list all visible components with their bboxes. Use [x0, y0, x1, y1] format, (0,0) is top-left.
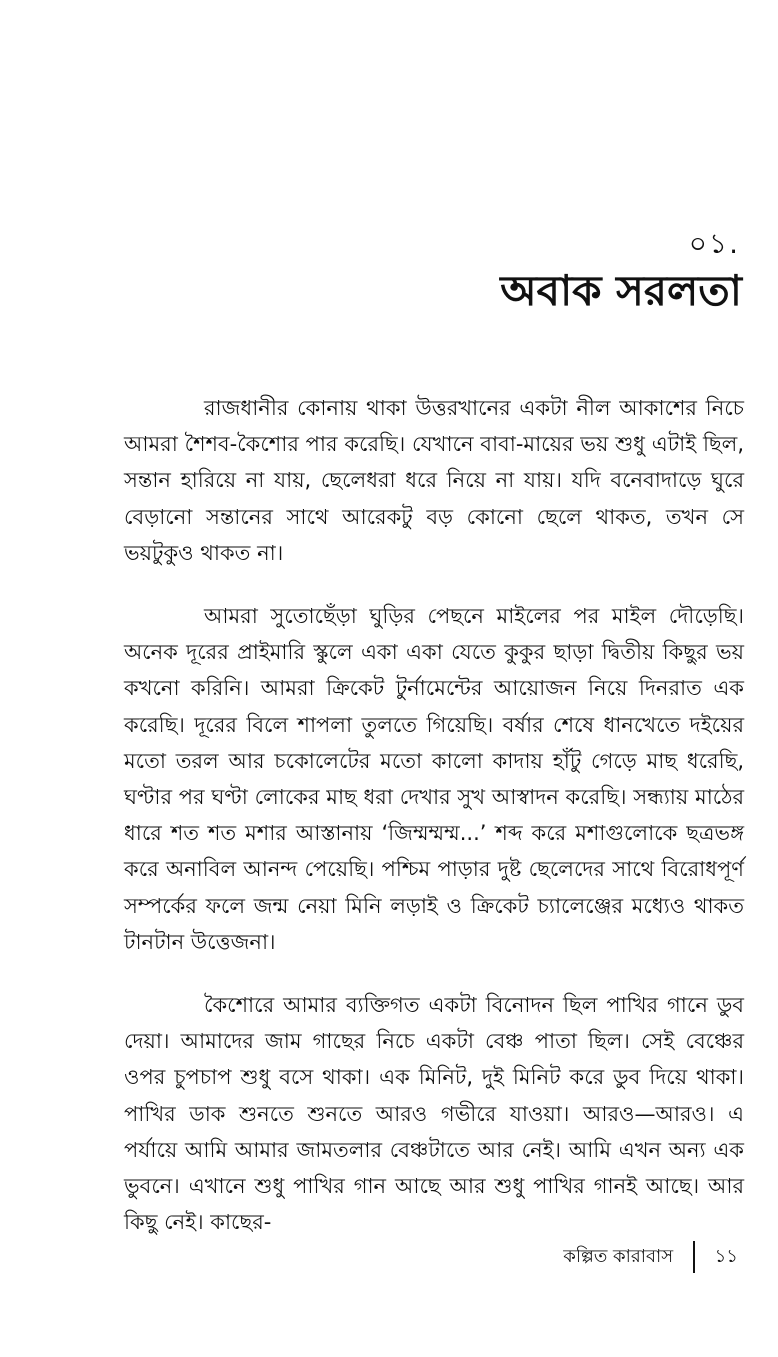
- page-footer: [563, 1240, 738, 1274]
- body-text: [124, 390, 744, 1267]
- footer-book-title: কল্পিত কারাবাস: [563, 1245, 674, 1267]
- paragraph-3: কৈশোরে আমার ব্যক্তিগত একটা বিনোদন ছিল পাখির গানে ডুব দেয়া। আমাদের জাম গাছের নিচে একটা বেঞ্চ পাতা ছিল। সেই বেঞ্চের ওপর চুপচাপ শুধু বসে থাকা। এক মিনিট, দুই মিনিট করে ডুব দিয়ে থাকা। পাখির ডাক শুনতে শুনতে আরও গভীরে যাওয়া। আরও—আরও। এ পর্যায়ে আমি আমার জামতলার বেঞ্চটাতে আর নেই। আমি এখন অন্য এক ভুবনে। এখানে শুধু পাখির গান আছে আর শুধু পাখির গানই আছে। আর কিছু নেই। কাছের-: [124, 993, 744, 1235]
- paragraph-1: রাজধানীর কোনায় থাকা উত্তরখানের একটা নীল আকাশের নিচে আমরা শৈশব-কৈশোর পার করেছি। যেখানে বাবা-মায়ের ভয় শুধু এটাই ছিল, সন্তান হারিয়ে না যায়, ছেলেধরা ধরে নিয়ে না যায়। যদি বনেবাদাড়ে ঘুরে বেড়ানো সন্তানের সাথে আরেকটু বড় কোনো ছেলে থাকত, তখন সে ভয়টুকুও থাকত না।: [124, 396, 744, 565]
- chapter-title: অবাক সরলতা: [500, 266, 742, 315]
- paragraph-2: আমরা সুতোছেঁড়া ঘুড়ির পেছনে মাইলের পর মাইল দৌড়েছি। অনেক দূরের প্রাইমারি স্কুলে একা একা যেতে কুকুর ছাড়া দ্বিতীয় কিছুর ভয় কখনো করিনি। আমরা ক্রিকেট টুর্নামেন্টের আয়োজন নিয়ে দিনরাত এক করেছি। দূরের বিলে শাপলা তুলতে গিয়েছি। বর্ষার শেষে ধানখেতে দইয়ের মতো তরল আর চকোলেটের মতো কালো কাদায় হাঁটু গেড়ে মাছ ধরেছি, ঘণ্টার পর ঘণ্টা লোকের মাছ ধরা দেখার সুখ আস্বাদন করেছি। সন্ধ্যায় মাঠের ধারে শত শত মশার আস্তানায় ‘জিম্মম্মম্ম...’ শব্দ করে মশাগুলোকে ছত্রভঙ্গ করে অনাবিল আনন্দ পেয়েছি। পশ্চিম পাড়ার দুষ্ট ছেলেদের সাথে বিরোধপূর্ণ সম্পর্কের ফলে জন্ম নেয়া মিনি লড়াই ও ক্রিকেট চ্যালেঞ্জের মধ্যেও থাকত টানটান উত্তেজনা।: [124, 604, 744, 954]
- footer-divider: [693, 1241, 695, 1273]
- footer-page-number: ১১: [714, 1245, 738, 1267]
- chapter-number: ০১.: [688, 227, 740, 260]
